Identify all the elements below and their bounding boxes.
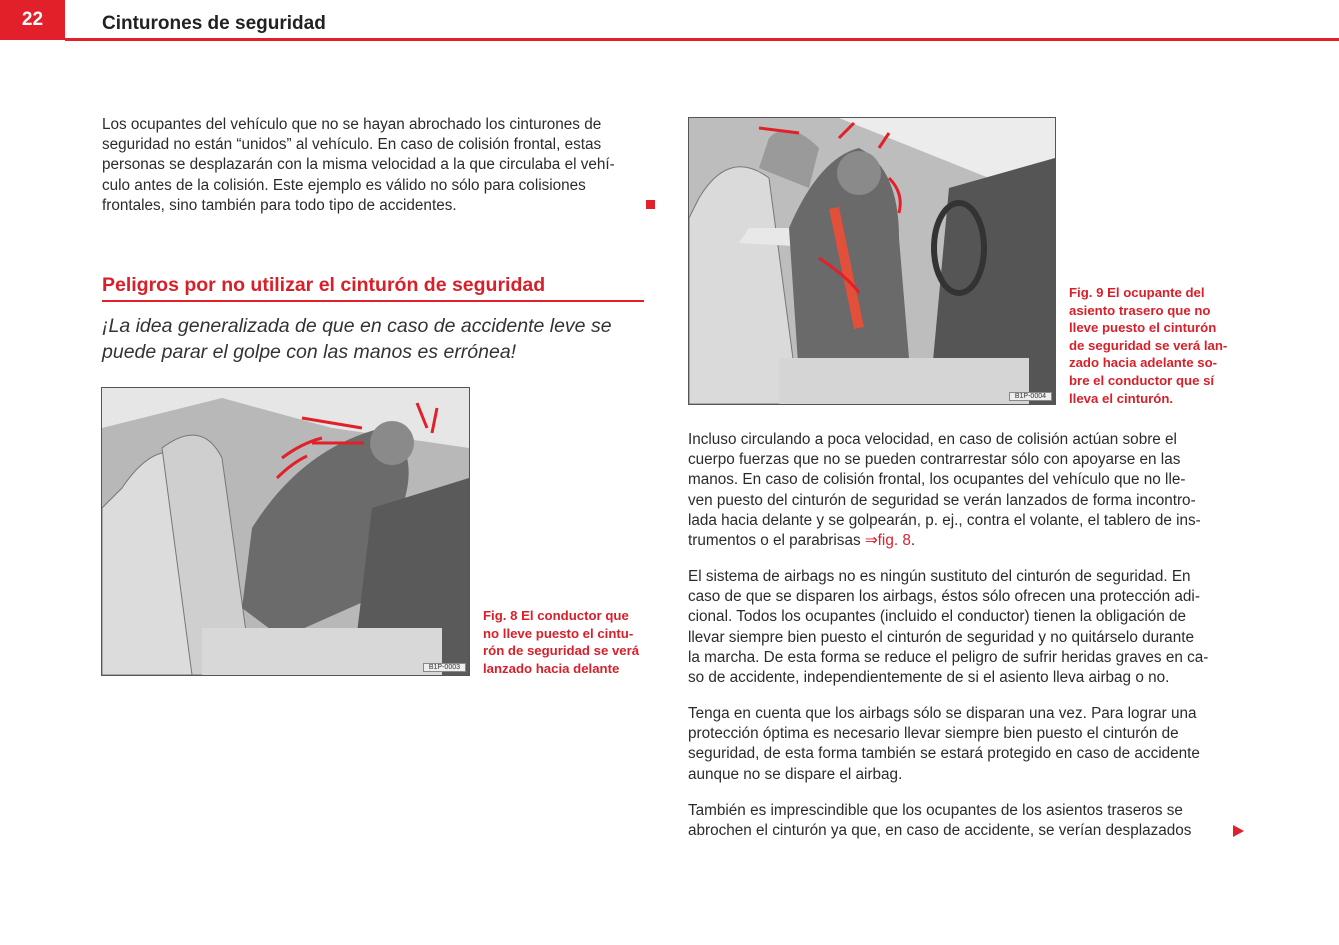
section-heading: Peligros por no utilizar el cinturón de seguridad: [102, 274, 546, 296]
figure-8-link[interactable]: ⇒fig. 8: [864, 532, 911, 550]
intro-paragraph: Los ocupantes del vehículo que no se hayan abrochado los cinturones de seguridad no están “unidos” al vehículo. En caso de colisión frontal, estas personas se desplazarán con la misma velocidad a la que circulaba el vehí- culo antes de la colisión. Este ejemplo es válido no sólo para colisiones frontales, sino también para todo tipo de accidentes.: [102, 116, 615, 214]
section-lead: ¡La idea generalizada de que en caso de accidente leve se puede parar el golpe con las manos es errónea!: [102, 315, 612, 363]
figure-8-image: [101, 387, 470, 676]
paragraph-end: .: [910, 532, 916, 550]
figure-9-caption: Fig. 9 El ocupante del asiento trasero que no lleve puesto el cinturón de seguridad se verá lan- zado hacia adelante so- bre el conductor que sí lleva el cinturón.: [1069, 285, 1228, 406]
page-number: 22: [0, 0, 65, 40]
continue-arrow-icon: [1233, 825, 1244, 837]
section-heading-rule: [102, 300, 644, 302]
body-paragraph-4: También es imprescindible que los ocupantes de los asientos traseros se abrochen el cinturón ya que, en caso de accidente, se verían desplazados: [688, 802, 1192, 840]
figure-8-caption: Fig. 8 El conductor que no lleve puesto el cintu- rón de seguridad se verá lanzado hacia delante: [483, 608, 640, 676]
chapter-title: Cinturones de seguridad: [102, 13, 326, 34]
body-paragraph-2: El sistema de airbags no es ningún sustituto del cinturón de seguridad. En caso de que se disparen los airbags, éstos sólo ofrecen una protección adi- cional. Todos los ocupantes (incluido el conductor) tienen la obligación de llevar siempre bien puesto el cinturón de seguridad y no quitárselo durante la marcha. De esta forma se reduce el peligro de sufrir heridas graves en ca- so de accidente, independientemente de si el asiento lleva airbag o no.: [688, 568, 1209, 687]
paragraph-text: Incluso circulando a poca velocidad, en caso de colisión actúan sobre el cuerpo fuerzas que no se pueden contrarrestar sólo con apoyarse en las manos. En caso de colisión frontal, los ocupantes del vehículo que no lle- ven puesto del cinturón de seguridad se verán lanzados de forma incontro- lada hacia delante y se golpearán, p. ej., contra el volante, el tablero de ins- trumentos o el parabrisas: [688, 431, 1201, 550]
figure-code: B1P-0003: [423, 663, 466, 672]
body-paragraph-1: [688, 430, 1201, 551]
section-end-marker: [646, 200, 655, 209]
figure-code: B1P-0004: [1009, 392, 1052, 401]
body-paragraph-3: Tenga en cuenta que los airbags sólo se disparan una vez. Para lograr una protección óptima es necesario llevar siempre bien puesto el cinturón de seguridad, de esta forma también se estará protegido en caso de accidente aunque no se dispare el airbag.: [688, 705, 1200, 783]
header-rule: [65, 38, 1339, 41]
figure-9-image: [688, 117, 1056, 405]
